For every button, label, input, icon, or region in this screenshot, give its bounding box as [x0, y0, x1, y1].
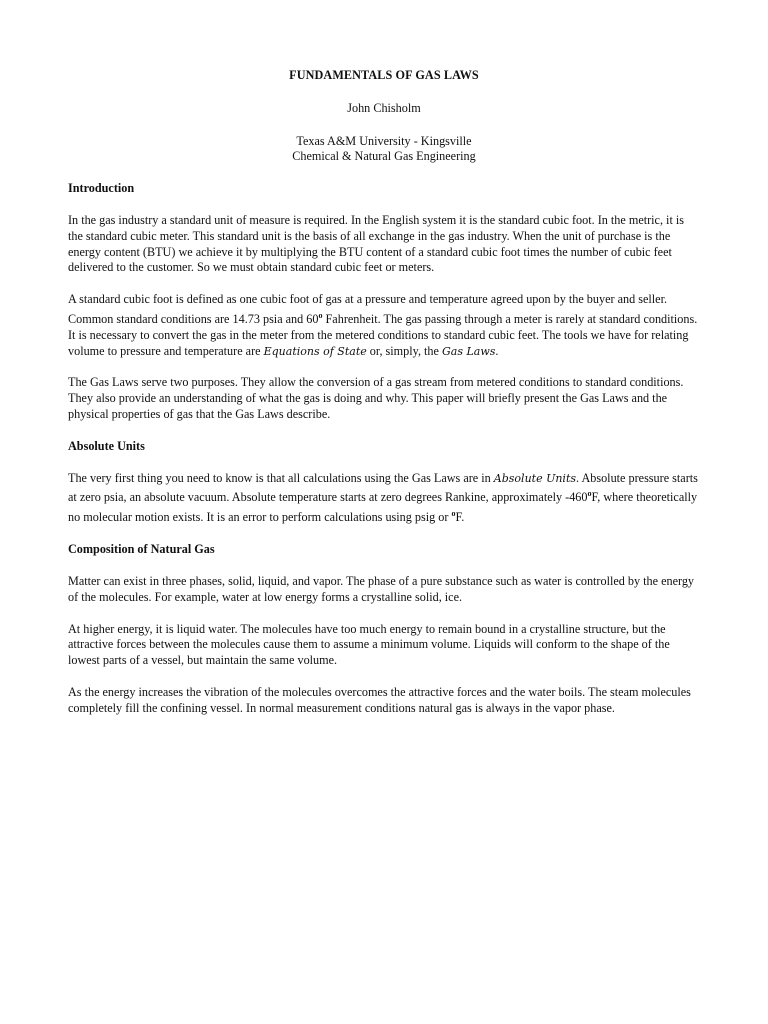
- composition-paragraph-3: As the energy increases the vibration of the molecules overcomes the attractive forces and the water boils. The steam molecules completely fill the confining vessel. In normal measurement conditions natural gas is always in the vapor phase.: [68, 684, 691, 715]
- composition-paragraph-1: Matter can exist in three phases, solid, liquid, and vapor. The phase of a pure substance such as water is controlled by the energy of the molecules. For example, water at low energy forms a crystalline solid, ice.: [68, 573, 695, 604]
- intro-paragraph-3: The Gas Laws serve two purposes. They allow the conversion of a gas stream from metered conditions to standard conditions. They also provide an understanding of what the gas is doing and why. This paper will briefly present the Gas Laws and the physical properties of gas that the Gas Laws describe.: [68, 375, 684, 422]
- section-heading-absolute-units: Absolute Units: [68, 438, 145, 453]
- abs-text-d: F.: [455, 510, 465, 525]
- affiliation-university: Texas A&M University - Kingsville: [296, 133, 472, 148]
- absolute-units-paragraph: [68, 471, 700, 527]
- intro-p2-text-c: or, simply, the: [366, 343, 442, 358]
- affiliation-department: Chemical & Natural Gas Engineering: [292, 149, 476, 164]
- intro-paragraph-2: [68, 292, 700, 359]
- intro-p2-text-b: Fahrenheit. The gas passing through a meter is rarely at standard conditions. It is necessary to convert the gas in the meter from the metered conditions to standard cubic feet. The tools we have for relating volume to pressure and temperature are: [68, 312, 698, 358]
- intro-p2-text-d: .: [495, 343, 499, 358]
- document-title: FUNDAMENTALS OF GAS LAWS: [289, 68, 479, 82]
- abs-text-b: . Absolute pressure starts at zero psia, an absolute vacuum. Absolute temperature starts at zero degrees Rankine, approximately -460: [68, 470, 698, 505]
- degree-symbol: o: [587, 489, 592, 499]
- gas-laws-term: Gas Laws: [441, 344, 496, 358]
- degree-symbol: o: [451, 509, 456, 519]
- section-heading-introduction: Introduction: [68, 181, 135, 196]
- author-name: John Chisholm: [347, 100, 421, 115]
- intro-paragraph-1: In the gas industry a standard unit of measure is required. In the English system it is the standard cubic foot. In the metric, it is the standard cubic meter. This standard unit is the basis of all exchange in the gas industry. When the unit of purchase is the energy content (BTU) we achieve it by multiplying the BTU content of a standard cubic foot times the number of cubic feet delivered to the customer. So we must obtain standard cubic feet or meters.: [68, 212, 685, 275]
- absolute-units-term: Absolute Units: [493, 471, 577, 485]
- section-heading-composition: Composition of Natural Gas: [68, 542, 215, 557]
- equations-of-state-term: Equations of State: [263, 344, 367, 358]
- intro-p2-text-a: A standard cubic foot is defined as one cubic foot of gas at a pressure and temperature agreed upon by the buyer and seller. Common standard conditions are 14.73 psia and 60: [68, 292, 668, 327]
- degree-symbol: o: [318, 310, 323, 320]
- composition-paragraph-2: At higher energy, it is liquid water. The molecules have too much energy to remain bound in a crystalline structure, but the attractive forces between the molecules cause them to assume a minimum volume. Liquids will conform to the shape of the lowest parts of a vessel, but maintain the same volume.: [68, 621, 670, 668]
- abs-text-c: F, where theoretically no molecular motion exists. It is an error to perform calculations using psig or: [68, 490, 698, 525]
- affiliation: [68, 134, 700, 166]
- abs-text-a: The very first thing you need to know is that all calculations using the Gas Laws are in: [68, 470, 494, 485]
